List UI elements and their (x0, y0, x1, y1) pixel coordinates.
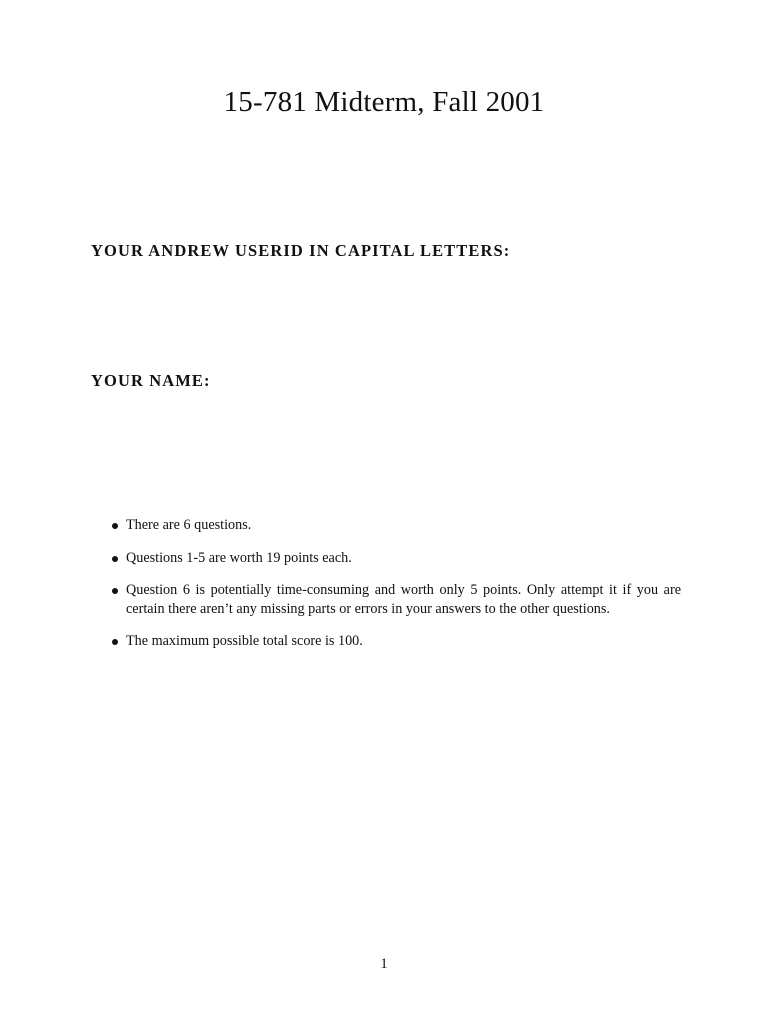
userid-field-label: YOUR ANDREW USERID IN CAPITAL LETTERS: (91, 241, 511, 260)
list-item (109, 632, 681, 651)
bullet-icon (112, 523, 118, 529)
instruction-text: There are 6 questions. (126, 517, 252, 533)
instruction-text: The maximum possible total score is 100. (126, 633, 363, 649)
instruction-text: Question 6 is potentially time-consuming and worth only 5 points. Only attempt it if you are certain there aren’t any missing parts or errors in your answers to the other questions. (126, 582, 681, 617)
list-item (109, 581, 681, 618)
bullet-icon (112, 556, 118, 562)
name-field-label: YOUR NAME: (91, 371, 211, 390)
page-number: 1 (380, 956, 388, 972)
instruction-text: Questions 1-5 are worth 19 points each. (126, 549, 352, 566)
list-item (109, 516, 681, 535)
list-item (109, 549, 681, 568)
bullet-icon (112, 639, 118, 645)
instructions-list (109, 516, 681, 665)
page-title: 15-781 Midterm, Fall 2001 (223, 86, 545, 118)
bullet-icon (112, 588, 118, 594)
